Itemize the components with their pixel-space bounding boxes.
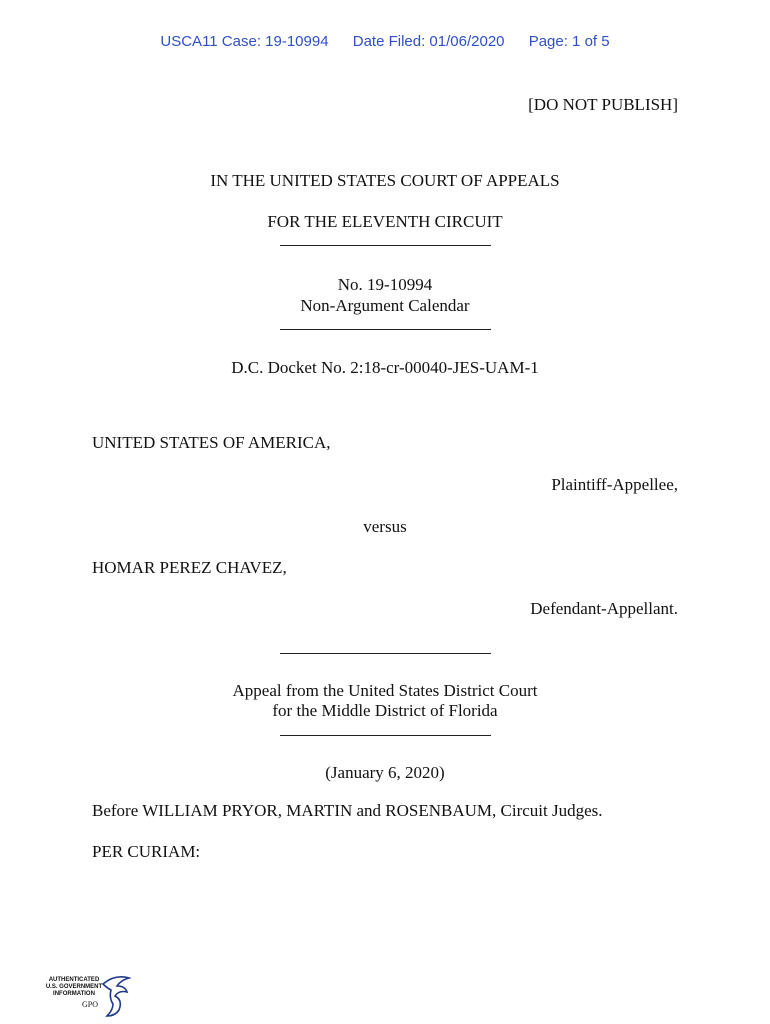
plaintiff-name: UNITED STATES OF AMERICA, (92, 433, 331, 452)
court-name-line1: IN THE UNITED STATES COURT OF APPEALS (210, 171, 560, 190)
divider-rule (280, 735, 491, 736)
versus-label: versus (363, 517, 407, 536)
case-header (0, 33, 770, 50)
appeal-line2: for the Middle District of Florida (272, 701, 498, 720)
date-filed-header: Date Filed: 01/06/2020 (352, 33, 505, 50)
gpo-authentication-seal (44, 974, 134, 1018)
calendar-type: Non-Argument Calendar (300, 296, 470, 315)
divider-rule (280, 245, 491, 246)
publish-note: [DO NOT PUBLISH] (528, 95, 678, 114)
opinion-date: (January 6, 2020) (325, 763, 445, 782)
eagle-icon (99, 974, 131, 1018)
court-name-line2: FOR THE ELEVENTH CIRCUIT (267, 212, 503, 231)
appeal-line1: Appeal from the United States District Court (232, 681, 538, 700)
case-number: No. 19-10994 (337, 275, 433, 294)
case-number-header: USCA11 Case: 19-10994 (160, 33, 329, 50)
seal-text: AUTHENTICATED U.S. GOVERNMENT INFORMATION (45, 977, 103, 997)
divider-rule (280, 653, 491, 654)
plaintiff-role: Plaintiff-Appellee, (551, 475, 678, 494)
seal-gpo-label: GPO (82, 1000, 99, 1009)
per-curiam-label: PER CURIAM: (92, 842, 201, 861)
judges-line: Before WILLIAM PRYOR, MARTIN and ROSENBAUM, Circuit Judges. (92, 801, 603, 820)
defendant-name: HOMAR PEREZ CHAVEZ, (92, 558, 287, 577)
docket-number: D.C. Docket No. 2:18-cr-00040-JES-UAM-1 (231, 358, 539, 377)
defendant-role: Defendant-Appellant. (530, 599, 678, 618)
divider-rule (280, 329, 491, 330)
page-count-header: Page: 1 of 5 (528, 33, 610, 50)
